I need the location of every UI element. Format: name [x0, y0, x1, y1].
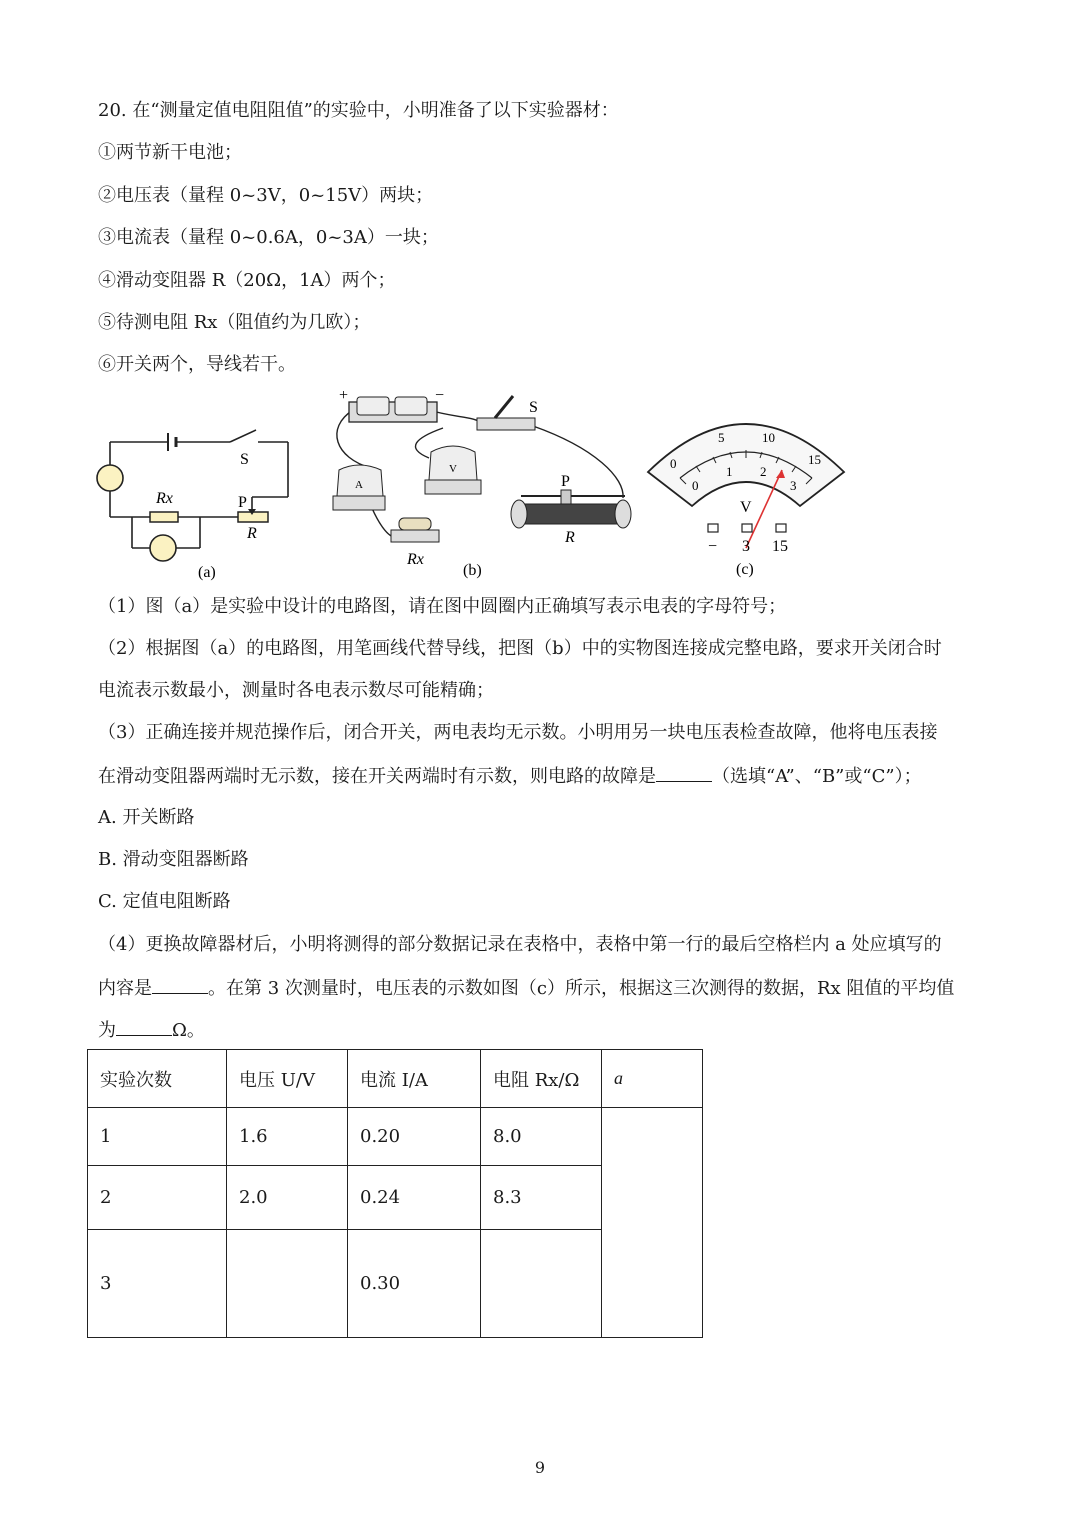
table-cell: 2	[88, 1166, 227, 1230]
subquestion-1: （1）图（a）是实验中设计的电路图，请在图中圆圈内正确填写表示电表的字母符号；	[98, 596, 787, 617]
dial-unit: V	[740, 499, 752, 516]
scale-big-5: 5	[718, 430, 725, 445]
table-cell-a-blank[interactable]	[602, 1108, 703, 1338]
table-cell: 0.24	[348, 1166, 481, 1230]
subquestion-4-prefix: 为	[98, 1020, 116, 1041]
question-number: 20.	[98, 100, 127, 121]
material-item: ②电压表（量程 0~3V，0~15V）两块；	[98, 185, 434, 206]
table-cell: 2.0	[227, 1166, 348, 1230]
option-b: B. 滑动变阻器断路	[98, 849, 249, 870]
table-cell: 1.6	[227, 1108, 348, 1166]
switch-label-b: S	[529, 399, 538, 416]
option-c: C. 定值电阻断路	[98, 891, 231, 912]
table-header: 电阻 Rx/Ω	[481, 1050, 602, 1108]
table-header: 电压 U/V	[227, 1050, 348, 1108]
figure-b-caption: (b)	[463, 562, 482, 579]
material-item: ④滑动变阻器 R（20Ω，1A）两个；	[98, 270, 396, 291]
data-table	[87, 1049, 703, 1338]
scale-small-3: 3	[790, 478, 797, 493]
table-header-a: a	[602, 1050, 703, 1108]
answer-blank-4b[interactable]	[116, 1017, 172, 1036]
rheostat-label-b: R	[565, 529, 575, 546]
table-cell: 1	[88, 1108, 227, 1166]
table-cell[interactable]	[227, 1230, 348, 1338]
terminal-3: 3	[742, 538, 750, 555]
battery-minus: −	[435, 388, 445, 404]
voltmeter-label: V	[449, 463, 457, 475]
figure-c-voltmeter	[640, 398, 852, 583]
battery-plus: +	[339, 388, 349, 404]
resistor-rx	[150, 512, 178, 522]
subquestion-4-text-cont: 。在第 3 次测量时，电压表的示数如图（c）所示，根据这三次测得的数据，Rx 阻值的平均值	[208, 978, 955, 999]
subquestion-4-line3	[98, 1017, 205, 1043]
table-cell: 3	[88, 1230, 227, 1338]
table-cell[interactable]	[481, 1230, 602, 1338]
material-item: ③电流表（量程 0~0.6A，0~3A）一块；	[98, 227, 439, 248]
table-cell: 0.20	[348, 1108, 481, 1166]
subquestion-3-choice-hint: （选填“A”、“B”或“C”）；	[712, 766, 922, 787]
meter-circle-left	[97, 465, 123, 491]
terminal-minus: −	[708, 538, 718, 555]
scale-big-10: 10	[762, 430, 775, 445]
table-header-row	[88, 1050, 703, 1108]
slider-label-b: P	[561, 473, 570, 490]
subquestion-3-line1: （3）正确连接并规范操作后，闭合开关，两电表均无示数。小明用另一块电压表检查故障，他将电压表接	[98, 722, 938, 743]
table-cell: 8.3	[481, 1166, 602, 1230]
figure-c-caption: (c)	[736, 561, 754, 578]
meter-circle-bottom	[150, 535, 176, 561]
figure-a-caption: (a)	[198, 564, 216, 581]
question-intro	[98, 99, 619, 123]
subquestion-4-unit: Ω。	[172, 1020, 205, 1041]
subquestion-2-line2: 电流表示数最小，测量时各电表示数尽可能精确；	[98, 680, 494, 701]
subquestion-4-text: 内容是	[98, 978, 152, 999]
scale-small-1: 1	[726, 464, 733, 479]
table-header: 实验次数	[88, 1050, 227, 1108]
subquestion-4-line1: （4）更换故障器材后，小明将测得的部分数据记录在表格中，表格中第一行的最后空格栏内 a 处应填写的	[98, 934, 942, 955]
subquestion-3-line2	[98, 763, 922, 789]
switch-label: S	[240, 451, 249, 468]
table-row	[88, 1108, 703, 1166]
table-header: 电流 I/A	[348, 1050, 481, 1108]
scale-small-0: 0	[692, 478, 699, 493]
table-cell: 0.30	[348, 1230, 481, 1338]
slider-label: P	[238, 494, 247, 511]
answer-blank-3[interactable]	[656, 763, 712, 782]
figure-a-circuit	[90, 425, 310, 585]
scale-big-15: 15	[808, 452, 821, 467]
terminal-15: 15	[772, 538, 788, 555]
figure-b-apparatus	[325, 388, 645, 583]
resistor-label-b: Rx	[407, 551, 424, 568]
question-intro-text: 在“测量定值电阻阻值”的实验中，小明准备了以下实验器材：	[132, 100, 619, 121]
material-item: ⑥开关两个，导线若干。	[98, 354, 296, 375]
option-a: A. 开关断路	[98, 807, 195, 828]
table-cell: 8.0	[481, 1108, 602, 1166]
scale-small-2: 2	[760, 464, 767, 479]
subquestion-3-text: 在滑动变阻器两端时无示数，接在开关两端时有示数，则电路的故障是	[98, 766, 656, 787]
subquestion-4-line2	[98, 975, 954, 1001]
resistor-label: Rx	[156, 490, 173, 507]
rheostat-label: R	[247, 525, 257, 542]
material-item: ⑤待测电阻 Rx（阻值约为几欧）；	[98, 312, 371, 333]
page-number: 9	[534, 1458, 546, 1477]
subquestion-2-line1: （2）根据图（a）的电路图，用笔画线代替导线，把图（b）中的实物图连接成完整电路，要求开关闭合时	[98, 638, 942, 659]
scale-big-0: 0	[670, 456, 677, 471]
answer-blank-4a[interactable]	[152, 975, 208, 994]
ammeter-label: A	[355, 479, 363, 491]
material-item: ①两节新干电池；	[98, 142, 242, 163]
